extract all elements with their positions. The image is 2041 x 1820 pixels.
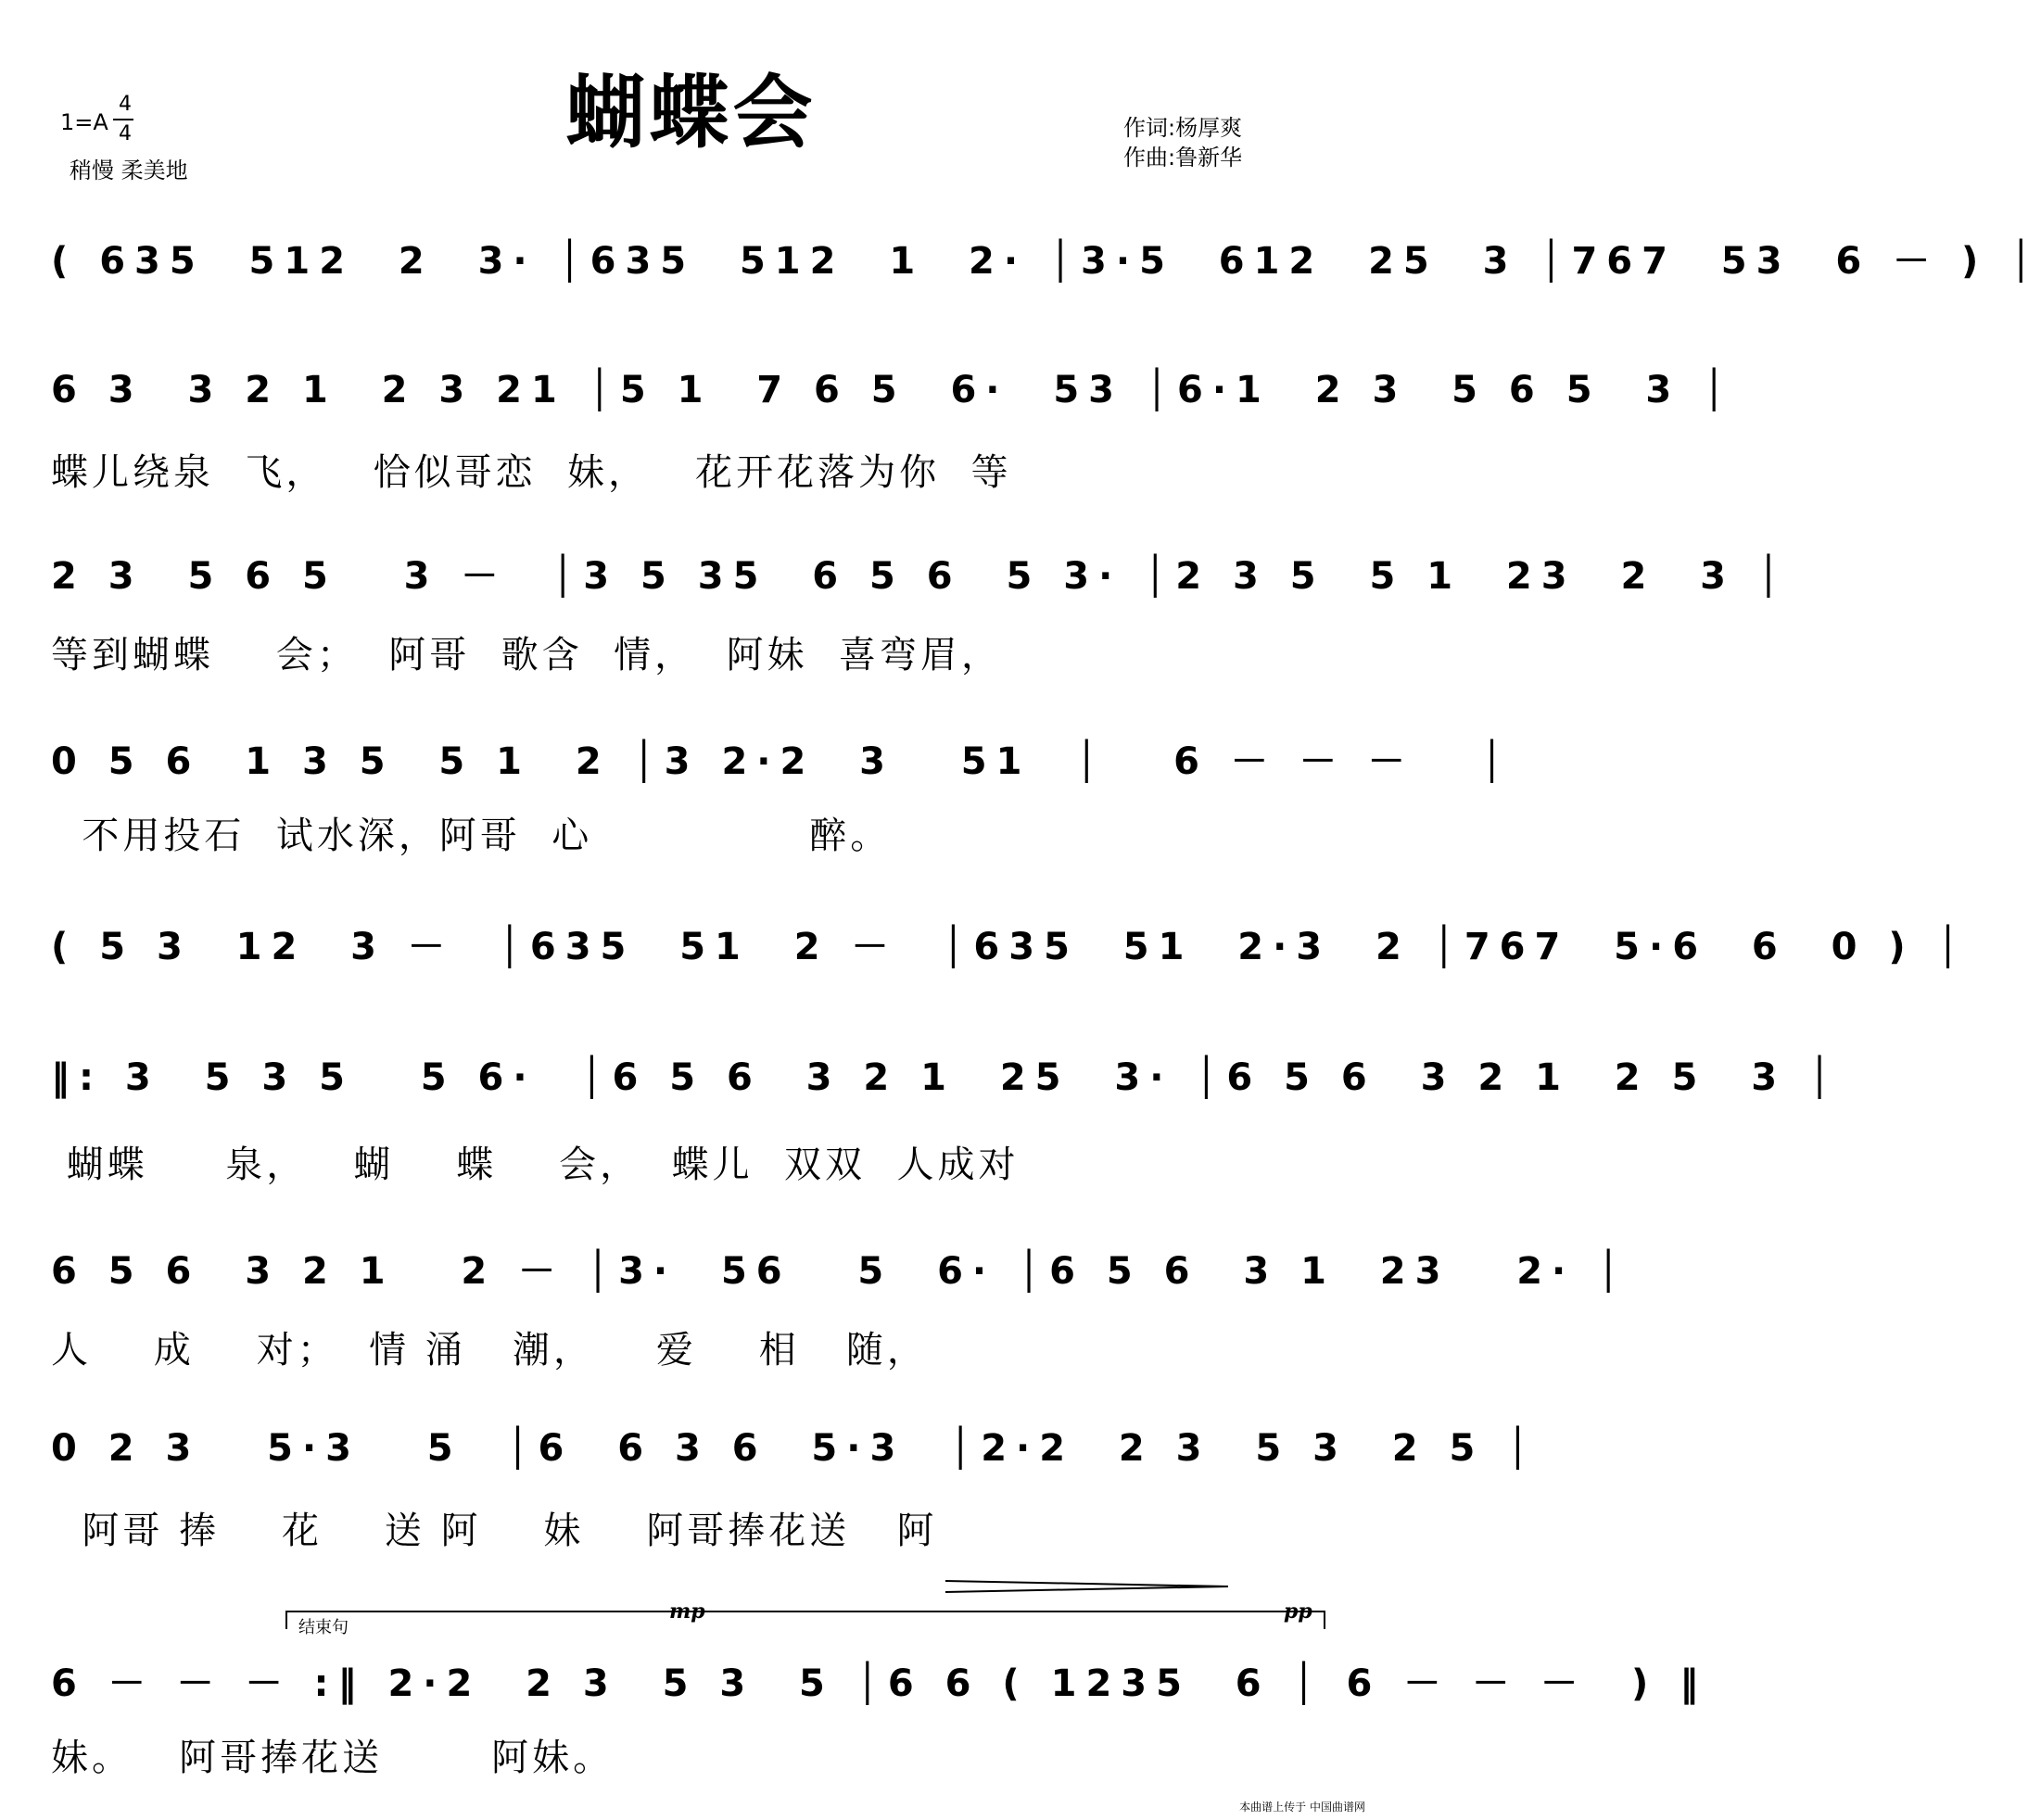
notes-row-2: 6 3 3 2 1 2 3 21 │5 1 7 6 5 6· 53 │6·1 2 3 5 6 5 3 │ [51,369,1735,411]
coda-label: 结束句 [298,1618,349,1637]
coda-bracket [285,1611,1325,1612]
lyrics-row-4: 不用投石 试水深，阿哥 心 醉。 [51,815,892,857]
lyrics-row-9: 妹。 阿哥捧花送 阿妹。 [51,1737,615,1779]
tempo-marking: 稍慢 柔美地 [70,158,188,183]
notes-row-6: ‖: 3 5 3 5 5 6· │6 5 6 3 2 1 25 3· │6 5 6 3 2 1 2 5 3 │ [51,1056,1841,1099]
coda-bracket-right [1324,1611,1325,1629]
notes-row-8: 0 2 3 5·3 5 │6 6 3 6 5·3 │2·2 2 3 5 3 2 5 │ [51,1427,1539,1470]
score-row-3 [51,547,1789,686]
score-row-1 [51,232,2041,306]
notes-row-7: 6 5 6 3 2 1 2 － │3· 56 5 6· │6 5 6 3 1 23 2· │ [51,1250,1629,1293]
lyrics-row-6: 蝴蝶 泉， 蝴 蝶 会， 蝶儿 双双 人成对 [51,1144,1020,1186]
lyrics-row-8: 阿哥 捧 花 送 阿 妹 阿哥捧花送 阿 [51,1510,938,1552]
notes-row-4: 0 5 6 1 3 5 5 1 2 │3 2·2 3 51 │ 6 － － － │ [51,740,1513,783]
notes-row-9: 6 － － － :‖ 2·2 2 3 5 3 5 │6 6 ( 1235 6 │ 6 － － － ) ‖ [51,1662,1708,1705]
lyricist-credit: 作词:杨厚爽 [1123,115,1243,141]
notes-row-1: ( 635 512 2 3· │635 512 1 2· │3·5 612 25 3 │767 53 6 － ) │ [51,240,2041,283]
dynamic-mp: mp [669,1599,705,1624]
coda-bracket-left [285,1611,287,1629]
composer-credit: 作曲:鲁新华 [1123,145,1243,171]
decrescendo-hairpin [945,1575,1233,1598]
score-row-2 [51,369,1735,508]
score-row-5 [51,917,1969,992]
time-signature-line [113,119,133,120]
dynamic-pp: pp [1284,1599,1312,1624]
notes-row-5: ( 5 3 12 3 － │635 51 2 － │635 51 2·3 2 │767 5·6 6 0 ) │ [51,926,1969,968]
score-row-4 [51,732,1513,871]
score-row-7 [51,1242,1629,1381]
score-row-8 [51,1427,1539,1566]
lyrics-row-7: 人 成 对； 情 涌 潮， 爱 相 随， [51,1329,928,1371]
notes-row-3: 2 3 5 6 5 3 － │3 5 35 6 5 6 5 3· │2 3 5 5 1 23 2 3 │ [51,555,1789,598]
footer-upload-note: 本曲谱上传于 中国曲谱网 [1239,1801,1365,1814]
key-signature: 1=A [60,109,108,135]
lyrics-row-2: 蝶儿绕泉 飞， 恰似哥恋 妹， 花开花落为你 等 [51,451,1012,494]
score-row-6 [51,1056,1841,1195]
time-signature-top: 4 [119,93,132,116]
page-title: 蝴蝶会 [565,67,817,159]
time-signature-bottom: 4 [119,122,132,145]
lyrics-row-3: 等到蝴蝶 会； 阿哥 歌含 情， 阿妹 喜弯眉， [51,634,1003,676]
score-row-9 [51,1654,1708,1793]
